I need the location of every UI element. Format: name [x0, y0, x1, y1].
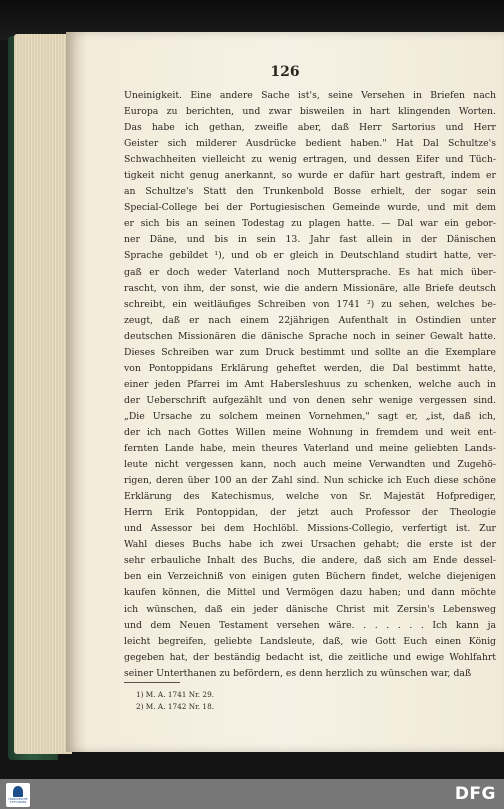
- text-line: von Pontoppidans Erklärung geheftet werden, die Dal bestimmt hatte,: [124, 362, 496, 374]
- text-line: zeugt, daß er nach einem 22jährigen Aufenthalt in Ostindien unter: [124, 314, 496, 326]
- text-line: der Ueberschrift aufgezählt und von denen sehr wenige vergessen sind.: [124, 394, 496, 406]
- text-line: Herrn Erik Pontoppidan, der jetzt auch Professor der Theologie: [124, 507, 496, 519]
- library-logo-text: FRANCKESCHE STIFTUNGEN: [8, 798, 28, 804]
- text-line: Das habe ich gethan, zweifle aber, daß Herr Sartorius und Herr: [124, 122, 496, 134]
- text-line: rigen, deren über 100 an der Zahl sind. Nun schicke ich Euch diese schöne: [124, 475, 496, 487]
- text-line: und dem Neuen Testament versehen wäre. . . . . . . Ich kann ja: [124, 619, 496, 631]
- text-line: der ich nach Gottes Willen meine Wohnung in fremdem und weit ent-: [124, 426, 496, 438]
- text-line: Erklärung des Katechismus, welche von Sr. Majestät Hofprediger,: [124, 491, 496, 503]
- text-line: rascht, von ihm, der sonst, wie die andern Missionäre, alle Briefe deutsch: [124, 282, 496, 294]
- text-line: Wahl dieses Buchs habe ich zwei Ursachen gehabt; die erste ist der: [124, 539, 496, 551]
- text-line: fernten Lande habe, mein theures Vaterland und meine geliebten Lands-: [124, 443, 496, 455]
- body-text: [124, 88, 496, 682]
- text-line: ner Däne, und bis in sein 13. Jahr fast allein in der Dänischen: [124, 234, 496, 246]
- text-line: Uneinigkeit. Eine andere Sache ist's, seine Versehen in Briefen nach: [124, 90, 496, 101]
- page-number: 126: [270, 64, 300, 80]
- text-line: einer jeden Pfarrei im Amt Habersleshuus zu schenken, welche auch in: [124, 378, 496, 390]
- text-line: Dieses Schreiben war zum Druck bestimmt und sollte an die Exemplare: [124, 346, 496, 358]
- text-line: Europa zu berichten, und zwar bisweilen in hart klingenden Worten.: [124, 106, 496, 118]
- text-line: Sprache gebildet ¹), und ob er gleich in Deutschland studirt hatte, ver-: [124, 250, 496, 262]
- book-page: [66, 32, 504, 752]
- text-line: sehr erbauliche Inhalt des Buchs, die andere, daß sich am Ende dessel-: [124, 555, 496, 567]
- text-line: Geister sich milderer Ausdrücke bedient haben." Hat Dal Schultze's: [124, 138, 496, 150]
- text-line: ben ein Verzeichniß von einigen guten Büchern findet, welche diejenigen: [124, 571, 496, 583]
- footnote: 2) M. A. 1742 Nr. 18.: [136, 702, 215, 711]
- funder-logo: DFG: [454, 784, 496, 804]
- text-line: gaß er doch weder Vaterland noch Muttersprache. Es hat mich über-: [124, 266, 496, 278]
- text-line: leute nicht vergessen kann, noch auch meine Verwandten und Zugehö-: [124, 459, 496, 471]
- text-line: „Die Ursache zu solchem meinen Vornehmen," sagt er, „ist, daß ich,: [124, 410, 496, 422]
- footnotes: [136, 689, 214, 713]
- footnote-divider: [124, 682, 180, 683]
- text-line: an Schultze's Statt den Trunkenbold Bosse erhielt, der sogar sein: [124, 186, 496, 198]
- text-line: er sich bis an seinen Todestag zu plagen hatte. — Dal war ein gebor-: [124, 218, 496, 230]
- text-line: schreibt, ein weitläufiges Schreiben von 1741 ²) zu sehen, welches be-: [124, 298, 496, 310]
- page-edges: [14, 34, 72, 754]
- library-logo-mark: [13, 786, 23, 797]
- text-line: ich wünschen, daß ein jeder dänische Christ mit Zersin's Lebensweg: [124, 603, 496, 615]
- text-line: kaufen können, die Mittel und Vermögen dazu haben; und dann möchte: [124, 587, 496, 599]
- text-line: gegeben hat, der beständig bedacht ist, die zeitliche und ewige Wohlfahrt: [124, 651, 496, 663]
- footnote: 1) M. A. 1741 Nr. 29.: [136, 690, 215, 699]
- library-logo-icon: [6, 783, 30, 807]
- text-line: und Assessor bei dem Hochlöbl. Missions-Collegio, verfertigt ist. Zur: [124, 523, 496, 535]
- text-line: Schwachheiten vielleicht zu wenig ertragen, und dessen Eifer und Tüch-: [124, 154, 496, 166]
- viewer-footer-bar: [0, 779, 504, 809]
- text-line: Special-College bei der Portugiesischen Gemeinde wurde, und mit dem: [124, 202, 496, 214]
- text-line: seiner Unterthanen zu befördern, es denn herzlich zu wünschen war, daß: [124, 667, 472, 679]
- text-line: deutschen Missionären die dänische Sprache noch in seiner Gewalt hatte.: [124, 330, 496, 342]
- text-line: leicht begreifen, geliebte Landsleute, daß, wie Gott Euch einen König: [124, 635, 496, 647]
- text-line: tigkeit nicht genug anerkannt, so wurde er dafür hart gestraft, indem er: [124, 170, 496, 182]
